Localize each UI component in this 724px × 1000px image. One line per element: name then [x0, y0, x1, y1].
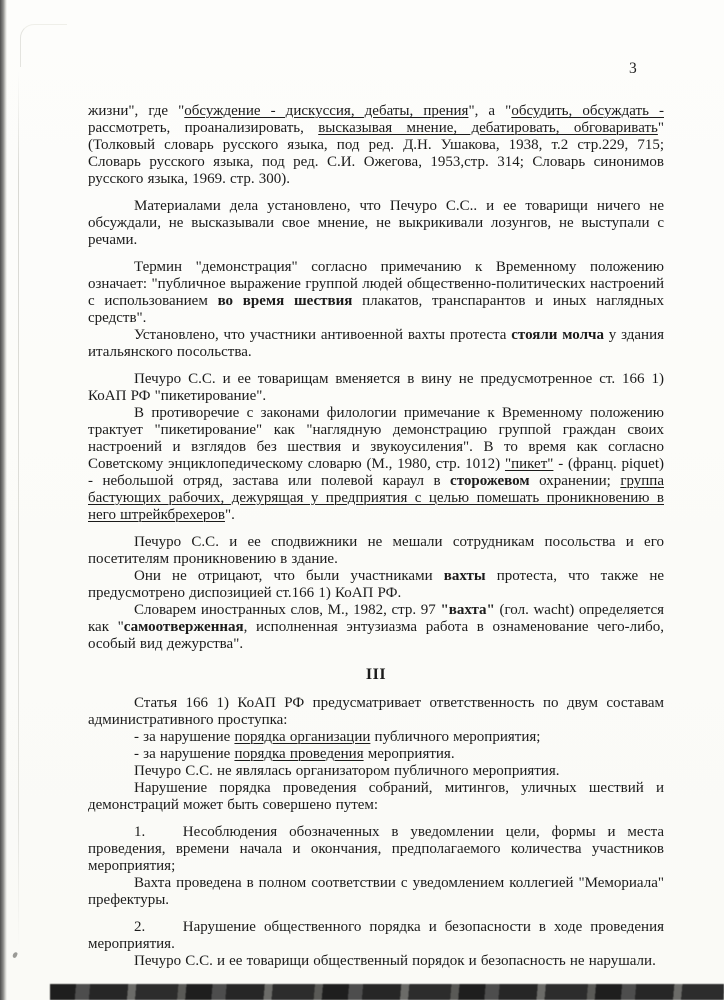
text-run: ".	[224, 507, 235, 523]
text-run: обсуждение - дискуссия, дебаты, прения	[184, 103, 469, 119]
text-run: Нарушение порядка проведения собраний, митингов, уличных шествий и демонстраций может быть совершено путем:	[88, 780, 664, 813]
text-run: Вахта проведена в полном соответствии с уведомлением коллегией "Мемориала" префектуры.	[88, 875, 664, 908]
text-run: Они не отрицают, что были участниками	[134, 568, 444, 584]
text-run: - за нарушение	[134, 746, 235, 762]
left-scan-edge-artifact	[0, 0, 7, 1000]
paragraph	[88, 198, 664, 249]
paragraph	[88, 568, 664, 602]
paragraph	[88, 327, 664, 361]
text-run: жизни", где "	[88, 103, 185, 119]
text-run: "вахта"	[440, 602, 495, 618]
text-run: Печуро С.С. и ее товарищи общественный порядок и безопасность не нарушали.	[134, 953, 656, 969]
text-run: самоотверженная	[123, 619, 244, 635]
text-run: 2. Нарушение общественного порядка и безопасности в ходе проведения мероприятия.	[88, 919, 664, 952]
text-run: у здания итальянского посольства.	[88, 327, 664, 360]
scan-speck-artifact	[12, 951, 18, 958]
text-run: " (Толковый словарь русского языка, под ред. Д.Н. Ушакова, 1938, т.2 стр.229, 715; Словарь русского языка, под ред. С.И. Ожегова, 1953,стр. 314; Словарь синонимов русского языка, 1969. стр. 300).	[88, 120, 664, 187]
text-run: (гол. wacht) определяется как "	[88, 602, 665, 635]
text-run: рассмотреть, проанализировать,	[88, 120, 319, 136]
paragraph	[88, 763, 664, 780]
page-corner-curve-artifact	[20, 24, 67, 67]
text-run: мероприятия.	[363, 746, 455, 762]
page-fold-line-artifact	[18, 72, 19, 948]
text-run: III	[365, 666, 387, 683]
text-run: - за нарушение	[134, 729, 235, 745]
text-run: плакатов, транспарантов и иных наглядных средств".	[88, 293, 664, 326]
paragraph	[88, 602, 664, 653]
paragraph	[88, 746, 664, 763]
text-run: Печуро С.С. и ее сподвижники не мешали сотрудникам посольства и его посетителям проникновению в здание.	[88, 534, 664, 567]
text-run: В противоречие с законами филологии примечание к Временному положению трактует "пикетирование" как "наглядную демонстрацию группой граждан своих настроений и взглядов без шествия и звукоусиления". В то время как согласно Советскому энциклопедическому словарю (М., 1980, стр. 1012)	[88, 405, 664, 472]
paragraph	[88, 780, 664, 814]
text-run: Словарем иностранных слов, М., 1982, стр. 97	[134, 602, 441, 618]
bottom-scan-band-artifact	[50, 984, 724, 1000]
paragraph	[88, 695, 664, 729]
paragraph	[88, 919, 664, 953]
page-number: 3	[629, 60, 638, 77]
text-run: стояли молча	[511, 327, 604, 343]
text-run: протеста, что также не предусмотрено диспозицией ст.166 1) КоАП РФ.	[88, 568, 664, 601]
text-run: Печуро С.С. не являлась организатором публичного мероприятия.	[134, 763, 560, 779]
paragraph	[88, 371, 664, 405]
paragraph	[88, 259, 664, 327]
text-run: Материалами дела установлено, что Печуро С.С.. и ее товарищи ничего не обсуждали, не высказывали свое мнение, не выкрикивали лозунгов, не выступали с речами.	[88, 198, 664, 248]
paragraph	[88, 875, 664, 909]
paragraph	[88, 824, 664, 875]
text-run: охранении;	[529, 473, 621, 489]
text-run: Установлено, что участники антивоенной вахты протеста	[134, 327, 512, 343]
text-run: публичного мероприятия;	[370, 729, 541, 745]
text-run: Печуро С.С. и ее товарищам вменяется в вину не предусмотренное ст. 166 1) КоАП РФ "пикетирование".	[88, 371, 664, 404]
text-run: Термин "демонстрация" согласно примечанию к Временному положению означает: "публичное выражение группой людей общественно-политических настроений с использованием	[88, 259, 664, 309]
text-run: , исполненная энтузиазма работа в ознаменование чего-либо, особый вид дежурства".	[88, 619, 665, 652]
paragraph	[88, 103, 664, 188]
text-run: обсудить, обсуждать -	[511, 103, 664, 119]
text-run: во время шествия	[217, 293, 353, 309]
text-run: - (франц. piquet) - небольшой отряд, застава или полевой караул в	[88, 456, 664, 489]
text-run: группа бастующих рабочих, дежурящая у предприятия с целью помешать проникновению в него штрейкбрехеров	[88, 473, 664, 523]
document-body	[88, 103, 664, 970]
text-run: 1. Несоблюдения обозначенных в уведомлении цели, формы и места проведения, времени начала и окончания, предполагаемого количества участников мероприятия;	[88, 824, 664, 874]
paragraph	[88, 953, 664, 970]
paragraph	[88, 534, 664, 568]
text-run: высказывая мнение, дебатировать, обговаривать	[318, 120, 658, 136]
text-run: порядка проведения	[234, 746, 364, 762]
text-run: "пикет"	[504, 456, 554, 472]
paragraph	[88, 405, 664, 524]
text-run: ", а "	[468, 103, 512, 119]
paragraph	[88, 729, 664, 746]
text-run: вахты	[443, 568, 486, 584]
text-run: порядка организации	[234, 729, 371, 745]
text-run: Статья 166 1) КоАП РФ предусматривает ответственность по двум составам административного проступка:	[88, 695, 664, 728]
section-heading	[88, 666, 664, 683]
text-run: сторожевом	[450, 473, 530, 489]
